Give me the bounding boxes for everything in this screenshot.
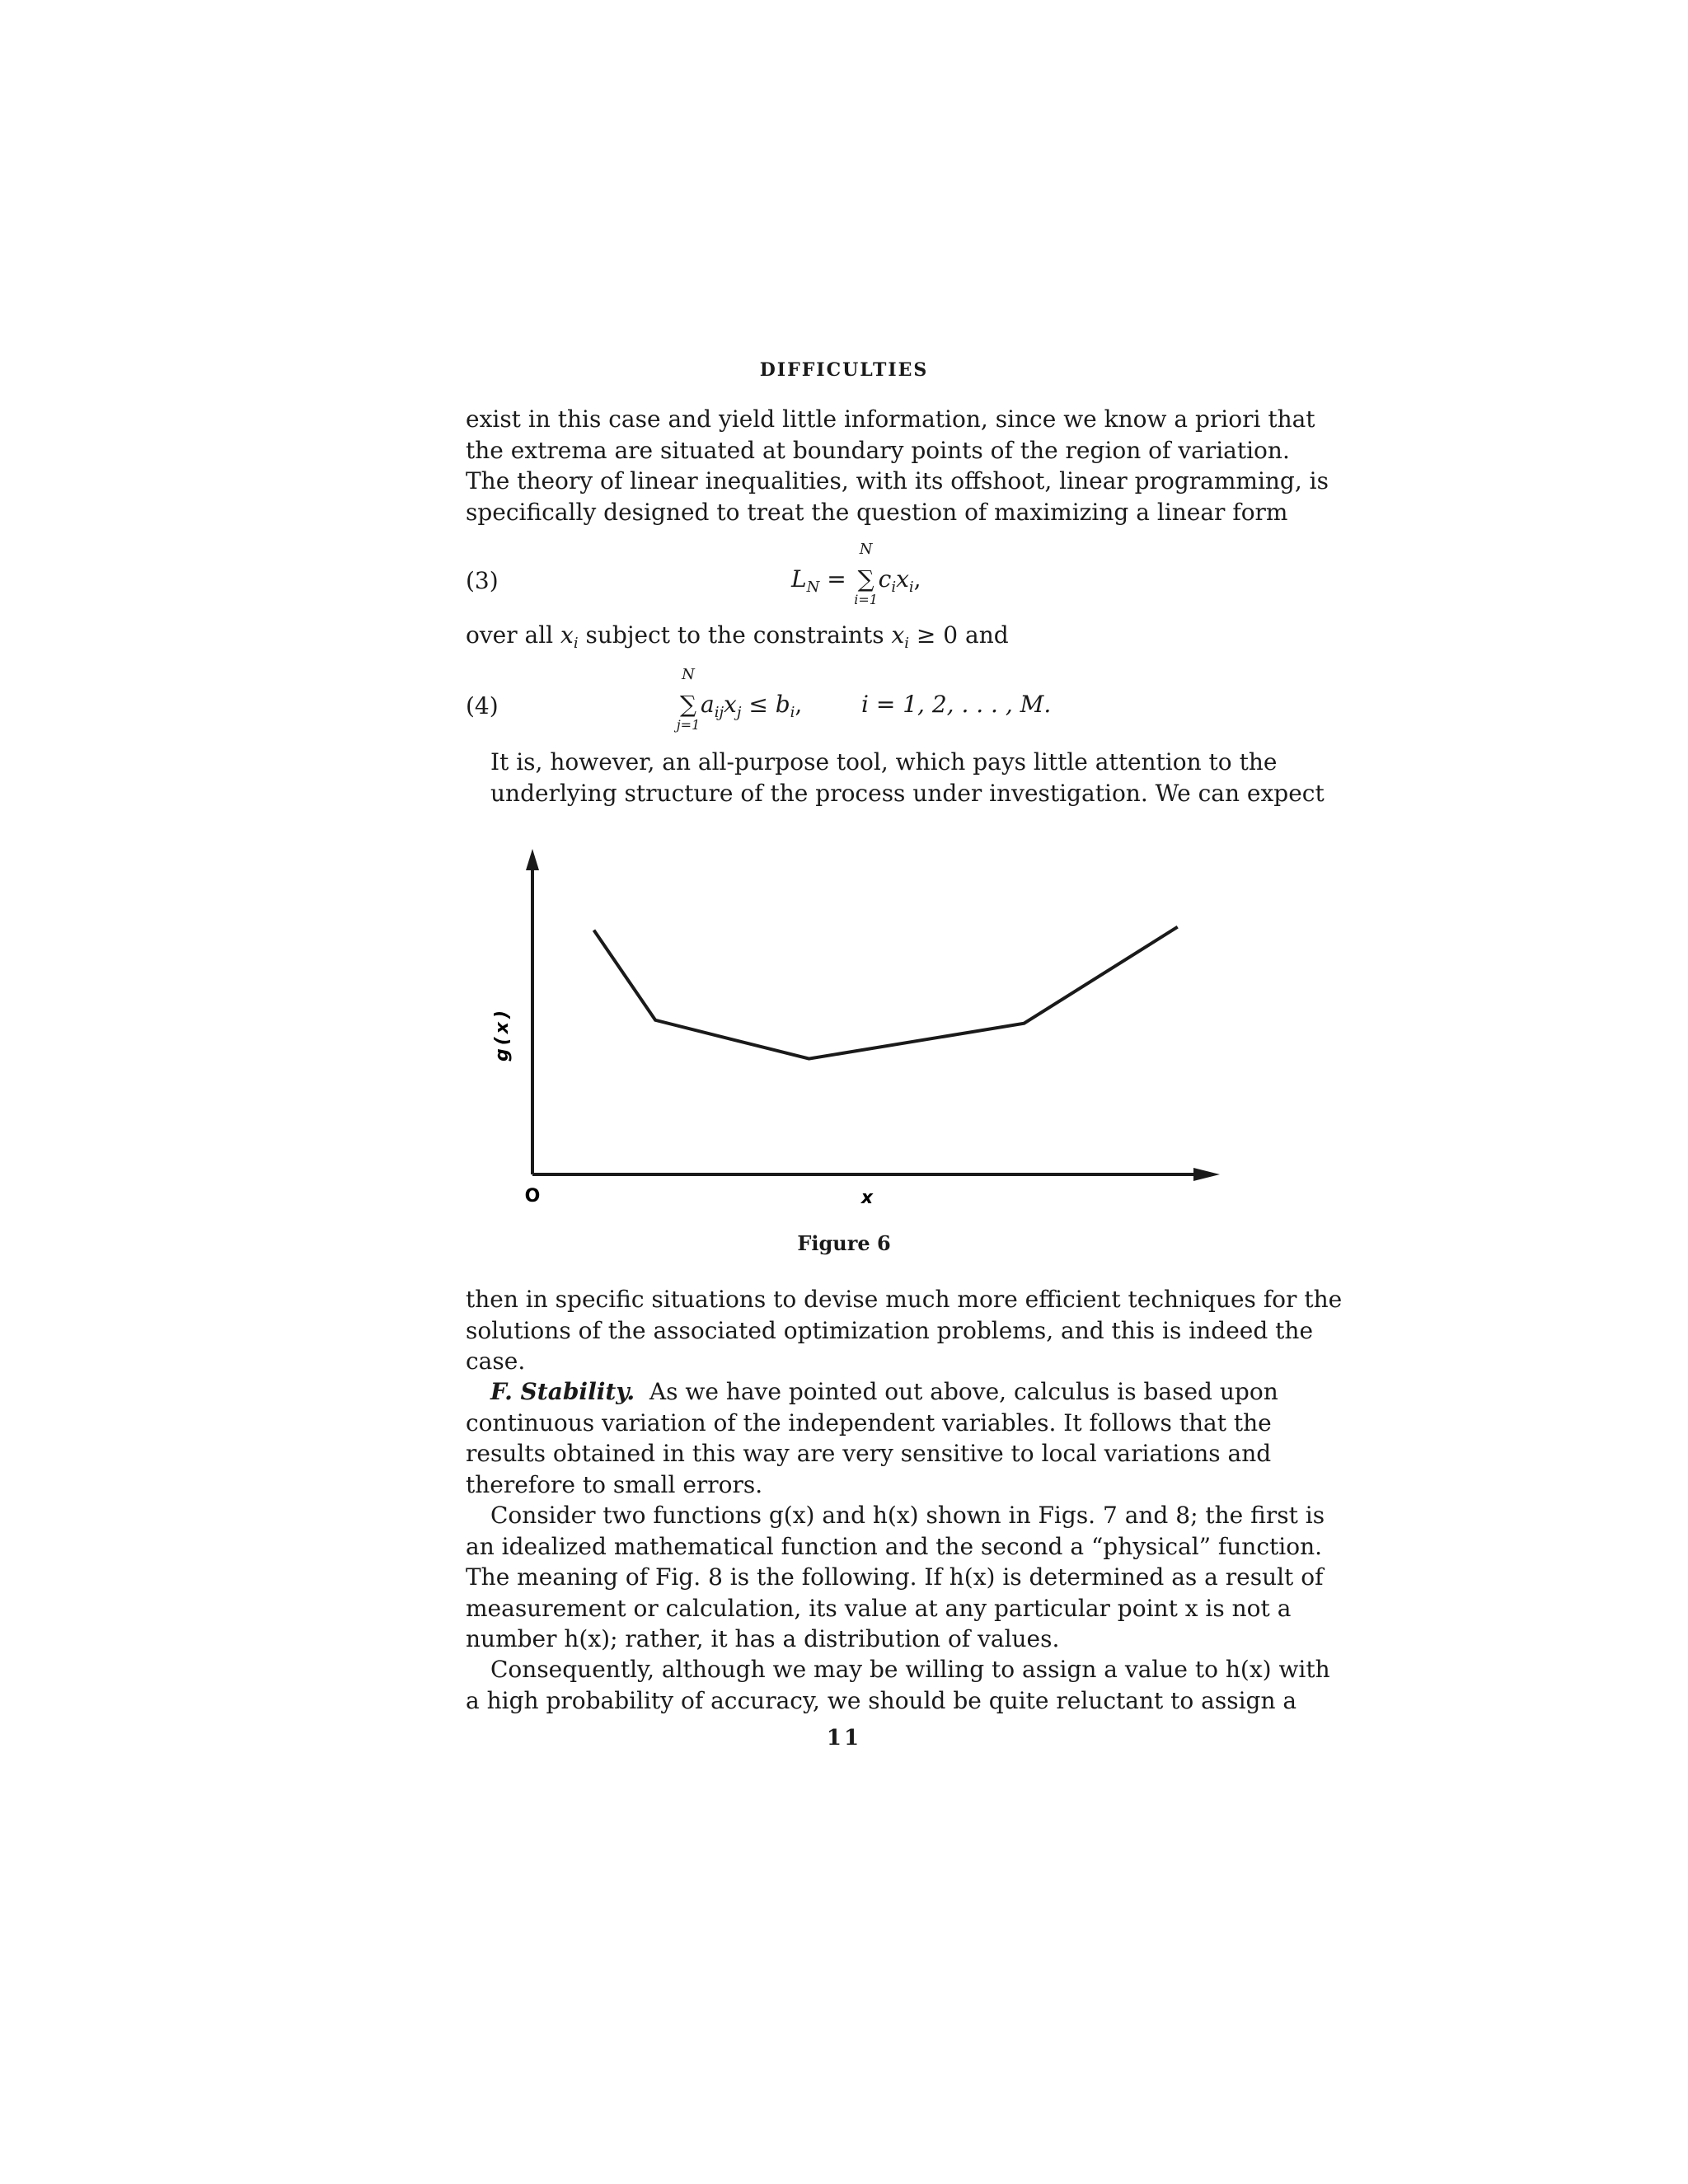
- text-line: case.: [466, 1347, 526, 1375]
- text-line: [466, 1376, 1278, 1408]
- summation-symbol: N ∑ j=1: [676, 666, 701, 733]
- equation-3: $L_N$ = N ∑ i=1 $c_ix_i$,: [791, 541, 921, 607]
- paragraph-2: [466, 747, 1325, 808]
- y-axis-arrow-icon: [526, 849, 539, 870]
- constraint-suffix: ≥ 0 and: [909, 621, 1009, 649]
- constraint-middle: subject to the constraints: [578, 621, 892, 649]
- paragraph-6: [466, 1654, 1330, 1716]
- text-line: The theory of linear inequalities, with its offshoot, linear programming, is: [466, 467, 1329, 494]
- running-head: DIFFICULTIES: [759, 359, 929, 381]
- eq3-lhs-sub: N: [806, 579, 820, 596]
- paragraph-3: [466, 1284, 1343, 1377]
- equation-4-number: (4): [466, 692, 499, 719]
- paragraph-1: [466, 404, 1329, 527]
- text-line: the extrema are situated at boundary points of the region of variation.: [466, 436, 1290, 464]
- eq4-relation: ≤ b: [741, 691, 790, 718]
- constraint-var-sub: i: [573, 635, 579, 652]
- text-line: number h(x); rather, it has a distribution of values.: [466, 1625, 1060, 1652]
- text-line: underlying structure of the process under investigation. We can expect: [490, 779, 1325, 807]
- equation-3-number: (3): [466, 567, 499, 594]
- eq3-var-sub: i: [908, 579, 914, 596]
- equation-4: N ∑ j=1 $a_{ij}x_j \le b_i$,: [676, 666, 803, 733]
- constraint-var2: x: [891, 621, 905, 649]
- y-axis-label: g(x): [492, 1006, 513, 1062]
- eq3-punct: ,: [913, 565, 921, 593]
- equation-4-range: i = 1, 2, . . . , M.: [861, 691, 1052, 718]
- constraint-line: [466, 620, 1269, 659]
- paragraph-5: [466, 1500, 1325, 1655]
- text-line: a high probability of accuracy, we should be quite reluctant to assign a: [466, 1686, 1297, 1714]
- sum-upper-limit: N: [859, 541, 873, 558]
- eq4-var: x: [724, 691, 737, 718]
- text-segment: As we have pointed out above, calculus is based upon: [649, 1378, 1278, 1405]
- text-line: It is, however, an all-purpose tool, which pays little attention to the: [490, 748, 1278, 776]
- paragraph-4: [466, 1376, 1278, 1500]
- section-label: F. Stability.: [490, 1378, 635, 1405]
- summation-symbol: N ∑ i=1: [854, 541, 878, 607]
- text-line: Consider two functions g(x) and h(x) shown in Figs. 7 and 8; the first is: [490, 1502, 1325, 1529]
- sum-lower-limit: i=1: [854, 592, 878, 607]
- eq3-var: x: [896, 565, 909, 593]
- text-line: therefore to small errors.: [466, 1470, 763, 1498]
- figure-6-chart: [462, 841, 1253, 1253]
- text-line: solutions of the associated optimization problems, and this is indeed the: [466, 1316, 1314, 1344]
- sum-upper-limit: N: [682, 666, 695, 683]
- x-axis-label: x: [860, 1188, 874, 1208]
- text-line: The meaning of Fig. 8 is the following. If h(x) is determined as a result of: [466, 1563, 1324, 1591]
- eq4-coef-sub: ij: [714, 704, 724, 721]
- eq3-coef-sub: i: [891, 579, 897, 596]
- text-line: Consequently, although we may be willing to assign a value to h(x) with: [490, 1656, 1330, 1683]
- constraint-prefix: over all: [466, 621, 561, 649]
- sum-lower-limit: j=1: [676, 717, 701, 733]
- eq3-lhs: L: [791, 565, 807, 593]
- figure-caption: Figure 6: [797, 1231, 891, 1255]
- eq4-relation-sub: i: [790, 704, 795, 721]
- eq4-coef: a: [701, 691, 715, 718]
- text-line: measurement or calculation, its value at any particular point x is not a: [466, 1594, 1292, 1622]
- constraint-var2-sub: i: [904, 635, 910, 652]
- series-line-g-x: [594, 927, 1178, 1059]
- text-line: continuous variation of the independent variables. It follows that the: [466, 1408, 1272, 1436]
- eq3-coef: c: [878, 565, 892, 593]
- origin-label: O: [524, 1186, 541, 1207]
- eq4-var-sub: j: [736, 704, 742, 721]
- text-line: exist in this case and yield little information, since we know a priori that: [466, 405, 1315, 433]
- text-line: results obtained in this way are very sensitive to local variations and: [466, 1440, 1272, 1467]
- text-line: an idealized mathematical function and the second a “physical” function.: [466, 1532, 1323, 1560]
- constraint-var: x: [560, 621, 574, 649]
- text-line: specifically designed to treat the question of maximizing a linear form: [466, 498, 1288, 526]
- text-line: then in specific situations to devise much more efficient techniques for the: [466, 1286, 1343, 1313]
- x-axis-arrow-icon: [1193, 1168, 1220, 1181]
- page-number: 11: [826, 1726, 862, 1750]
